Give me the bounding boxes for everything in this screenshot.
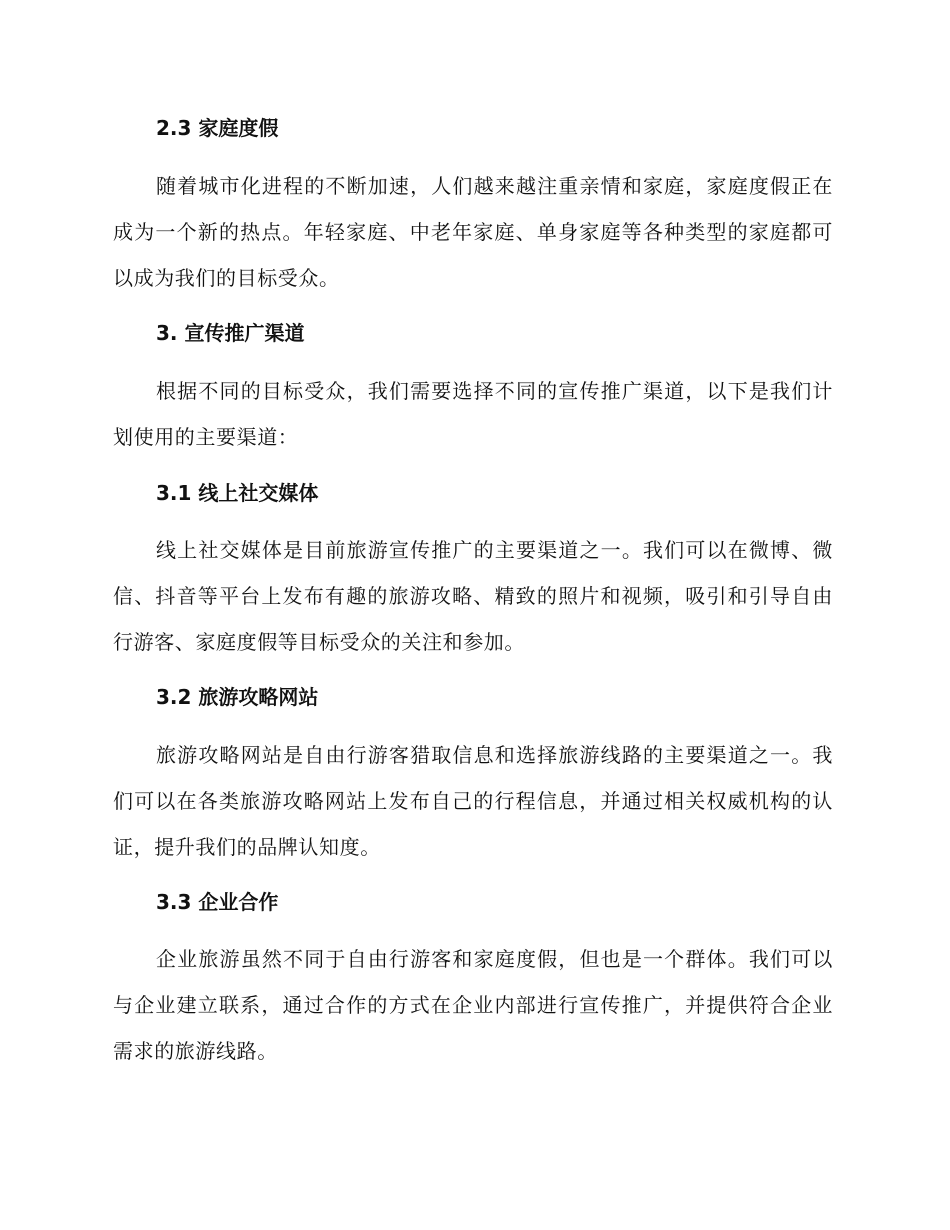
section-paragraph-3: 根据不同的目标受众，我们需要选择不同的宣传推广渠道，以下是我们计划使用的主要渠道：	[113, 379, 833, 449]
section-heading-3-1: 3.1 线上社交媒体	[156, 481, 319, 505]
section-paragraph-3-1: 线上社交媒体是目前旅游宣传推广的主要渠道之一。我们可以在微博、微信、抖音等平台上发布有趣的旅游攻略、精致的照片和视频，吸引和引导自由行游客、家庭度假等目标受众的关注和参加。	[113, 538, 833, 654]
section-heading-3-2: 3.2 旅游攻略网站	[156, 685, 319, 709]
section-heading-3-3: 3.3 企业合作	[156, 890, 279, 914]
section-paragraph-3-2: 旅游攻略网站是自由行游客猎取信息和选择旅游线路的主要渠道之一。我们可以在各类旅游攻略网站上发布自己的行程信息，并通过相关权威机构的认证，提升我们的品牌认知度。	[113, 743, 833, 859]
section-paragraph-2-3: 随着城市化进程的不断加速，人们越来越注重亲情和家庭，家庭度假正在成为一个新的热点。年轻家庭、中老年家庭、单身家庭等各种类型的家庭都可以成为我们的目标受众。	[113, 174, 833, 290]
section-heading-2-3: 2.3 家庭度假	[156, 116, 279, 140]
section-paragraph-3-3: 企业旅游虽然不同于自由行游客和家庭度假，但也是一个群体。我们可以与企业建立联系，通过合作的方式在企业内部进行宣传推广，并提供符合企业需求的旅游线路。	[113, 947, 833, 1063]
section-heading-3: 3. 宣传推广渠道	[156, 321, 305, 345]
